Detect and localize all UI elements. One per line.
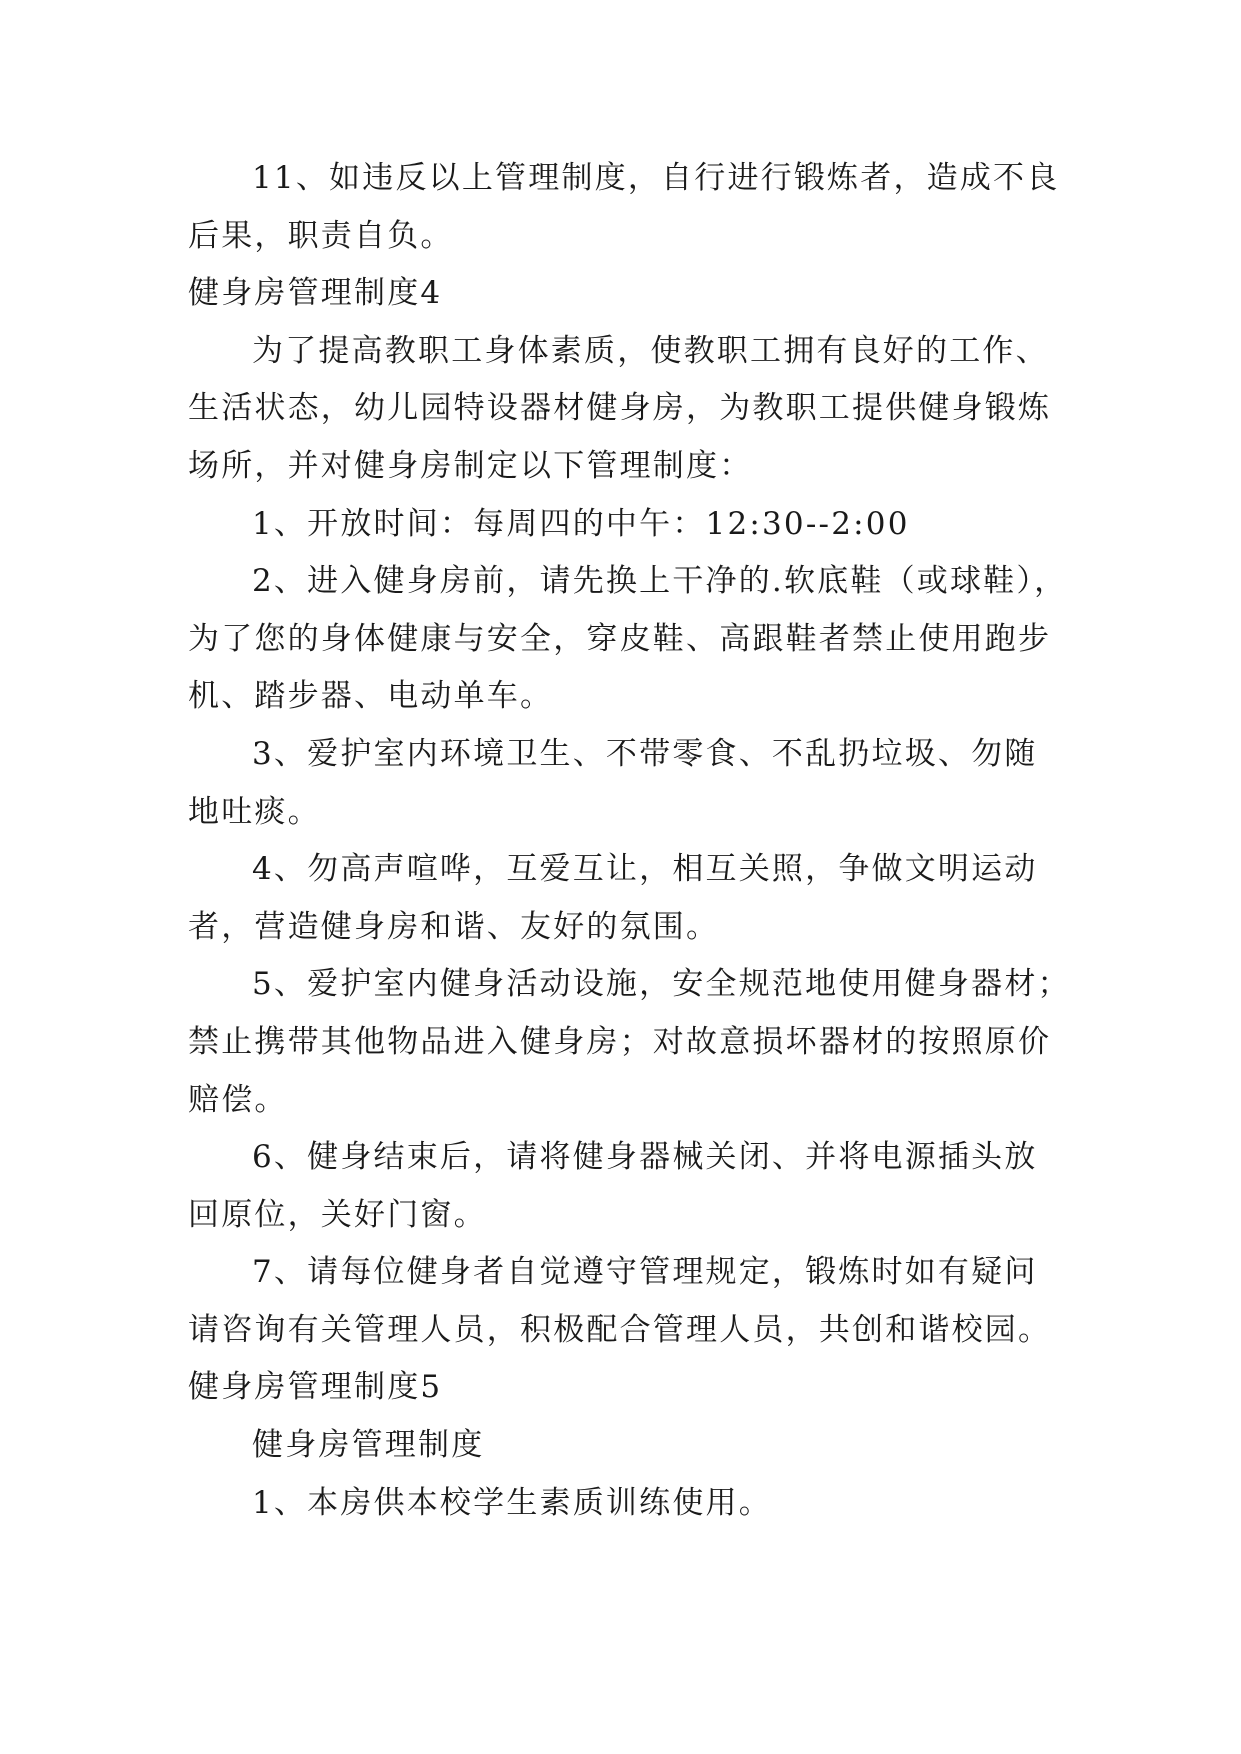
intro-line-1: 为了提高教职工身体素质，使教职工拥有良好的工作、	[252, 332, 1049, 369]
rule-3-line-1: 3、爱护室内环境卫生、不带零食、不乱扔垃圾、勿随	[252, 735, 1038, 772]
intro-line-2: 生活状态，幼儿园特设器材健身房，为教职工提供健身锻炼	[188, 390, 1052, 427]
rule-6-line-2: 回原位，关好门窗。	[188, 1196, 487, 1233]
intro-line-3: 场所，并对健身房制定以下管理制度：	[188, 447, 753, 484]
rule-7-line-1: 7、请每位健身者自觉遵守管理规定，锻炼时如有疑问	[252, 1254, 1038, 1291]
rule-4-line-2: 者，营造健身房和谐、友好的氛围。	[188, 908, 720, 945]
rule-11-line-2: 后果，职责自负。	[188, 217, 454, 254]
rule-2-line-1: 2、进入健身房前，请先换上干净的.软底鞋（或球鞋），	[252, 563, 1068, 600]
document-page	[188, 150, 1071, 1532]
rule-2-line-3: 机、踏步器、电动单车。	[188, 678, 554, 715]
rule-7-line-2: 请咨询有关管理人员，积极配合管理人员，共创和谐校园。	[188, 1311, 1052, 1348]
section-5-subtitle: 健身房管理制度	[252, 1427, 485, 1464]
rule-5-line-3: 赔偿。	[188, 1081, 288, 1118]
rule-11-line-1: 11、如违反以上管理制度，自行进行锻炼者，造成不良	[252, 160, 1060, 196]
rule-2-line-2: 为了您的身体健康与安全，穿皮鞋、高跟鞋者禁止使用跑步	[188, 620, 1052, 657]
rule-6-line-1: 6、健身结束后，请将健身器械关闭、并将电源插头放	[252, 1139, 1038, 1176]
rule-4-line-1: 4、勿高声喧哗，互爱互让，相互关照，争做文明运动	[252, 851, 1038, 888]
rule-5-line-2: 禁止携带其他物品进入健身房；对故意损坏器材的按照原价	[188, 1023, 1052, 1060]
rule-3-line-2: 地吐痰。	[188, 793, 321, 830]
section-heading-5: 健身房管理制度5	[188, 1369, 443, 1406]
section-5-rule-1: 1、本房供本校学生素质训练使用。	[252, 1484, 772, 1521]
section-heading-4: 健身房管理制度4	[188, 275, 443, 312]
rule-1-line-1: 1、开放时间：每周四的中午：12:30--2:00	[252, 505, 910, 542]
rule-5-line-1: 5、爱护室内健身活动设施，安全规范地使用健身器材；	[252, 966, 1071, 1003]
